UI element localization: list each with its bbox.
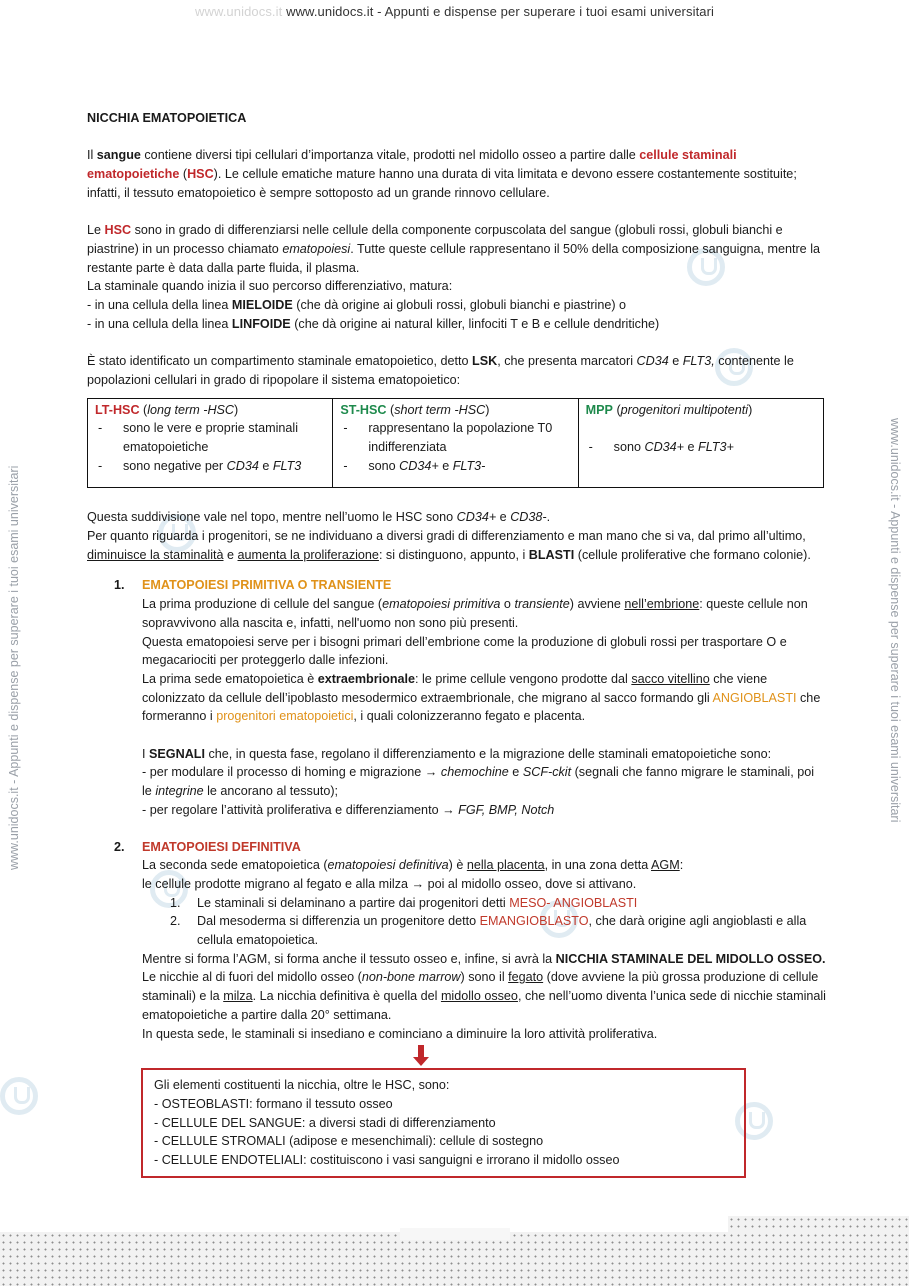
signals-item-proliferation: - per regolare l’attività proliferativa e differenziamento → FGF, BMP, Notch — [142, 802, 555, 817]
niche-elements-box — [141, 1068, 746, 1178]
lineage-mieloide: - in una cellula della linea MIELOIDE (che dà origine ai globuli rossi, globuli bianchi e piastrine) o — [87, 298, 627, 312]
lineage-linfoide: - in una cellula della linea LINFOIDE (che dà origine ai natural killer, linfociti T e B e cellule dendritiche) — [87, 316, 660, 331]
unidocs-logo-icon — [0, 1077, 38, 1115]
box-item: - OSTEOBLASTI: formano il tessuto osseo — [154, 1096, 393, 1111]
header-watermark-ghost: www.unidocs.it — [194, 4, 283, 19]
definitive-list-item: 2. Dal mesoderma si differenzia un progenitore detto EMANGIOBLASTO, che darà origine agli angioblasti e alla cellula ematopoietica. — [170, 914, 807, 948]
table-cell-lt-hsc: LT-HSC (long term -HSC) - sono le vere e proprie staminali ematopoietiche - sono negative per CD34 e FLT3 — [88, 398, 333, 488]
definitive-list-item: 1. Le staminali si delaminano a partire dai progenitori detti MESO- ANGIOBLASTI — [170, 895, 638, 910]
definitive-paragraph: In questa sede, le staminali si insediano e cominciano a diminuire la loro attività proliferativa. — [142, 1026, 658, 1041]
document-body — [87, 109, 827, 1178]
document-title: NICCHIA EMATOPOIETICA — [87, 111, 247, 125]
primitive-paragraph: La prima sede ematopoietica è extraembrionale: le prime cellule vengono prodotte dal sacco vitellino che viene colonizzato da cellule dell’ipoblasto mesodermico extraembrionale, che migrano al sacco formando gli ANGIOBLASTI che formeranno i progenitori ematopoietici, i quali colonizzeranno fegato e placenta. — [142, 671, 821, 724]
signals-paragraph: I SEGNALI che, in questa fase, regolano il differenziamento e la migrazione delle staminali ematopoietiche sono: — [142, 746, 772, 761]
definitive-paragraph: le cellule prodotte migrano al fegato e alla milza → poi al midollo osseo, dove si attivano. — [142, 876, 637, 891]
preview-mask — [0, 1232, 909, 1286]
left-side-watermark: www.unidocs.it - Appunti e dispense per superare i tuoi esami universitari — [7, 465, 21, 870]
definitive-paragraph: La seconda sede ematopoietica (ematopoiesi definitiva) è nella placenta, in una zona detta AGM: — [142, 858, 684, 873]
section-title: 2. EMATOPOIESI DEFINITIVA — [114, 839, 301, 854]
section-primitive — [114, 576, 827, 819]
table-cell-st-hsc: ST-HSC (short term -HSC) - rappresentano la popolazione T0 indifferenziata - sono CD34+ e FLT3- — [333, 398, 578, 488]
header-watermark — [0, 3, 909, 22]
arrow-down-icon — [418, 1045, 424, 1059]
paragraph-intro: Il sangue contiene diversi tipi cellulari d’importanza vitale, prodotti nel midollo osseo a partire dalle cellule staminali ematopoietiche (HSC). Le cellule ematiche mature hanno una durata di vita limitata e devono essere costantemente sostituite; infatti, il tessuto ematopoietico è sempre sottoposto ad un grande rinnovo cellulare. — [87, 148, 797, 200]
section-definitive — [114, 838, 827, 1044]
box-item: - CELLULE ENDOTELIALI: costituiscono i vasi sanguigni e irrorano il midollo osseo — [154, 1153, 620, 1168]
table-cell-mpp: MPP (progenitori multipotenti) - sono CD34+ e FLT3+ — [578, 398, 823, 488]
definitive-paragraph: Mentre si forma l’AGM, si forma anche il tessuto osseo e, infine, si avrà la NICCHIA STAMINALE DEL MIDOLLO OSSEO. Le nicchie al di fuori del midollo osseo (non-bone marrow) sono il fegato (dove avviene la più grossa produzione di cellule staminali) e la milza. La nicchia definitiva è quella del midollo osseo, che nell’uomo diventa l’unica sede di nicchie staminali ematopoietiche a partire dalla 20° settimana. — [142, 951, 826, 1022]
section-title: 1. EMATOPOIESI PRIMITIVA O TRANSIENTE — [114, 578, 392, 593]
arrow-right-icon: → — [424, 765, 438, 780]
paragraph-hsc: Le HSC sono in grado di differenziarsi nelle cellule della componente corpuscolata del sangue (globuli rossi, globuli bianchi e piastrine) in un processo chiamato ematopoiesi. Tutte queste cellule rappresentano il 50% della composizione sanguigna, mentre la restante parte è data dalla parte fluida, il plasma. — [87, 223, 820, 275]
hsc-table — [87, 398, 824, 489]
paragraph-progenitors: Per quanto riguarda i progenitori, se ne individuano a diversi gradi di differenziamento e man mano che si va, dal primo all’ultimo, diminuisce la staminalità e aumenta la proliferazione: si distinguono, appunto, i BLASTI (cellule proliferative che formano colonie). — [87, 529, 811, 562]
header-watermark-text: www.unidocs.it - Appunti e dispense per superare i tuoi esami universitari — [286, 4, 715, 19]
box-intro: Gli elementi costituenti la nicchia, oltre le HSC, sono: — [154, 1078, 450, 1093]
primitive-paragraph: La prima produzione di cellule del sangue (ematopoiesi primitiva o transiente) avviene nell’embrione: queste cellule non sopravvivono alla nascita e, infatti, nell'uomo non sono più presenti. — [142, 597, 808, 630]
paragraph-hsc-line: La staminale quando inizia il suo percorso differenziativo, matura: — [87, 279, 453, 294]
box-item: - CELLULE DEL SANGUE: a diversi stadi di differenziamento — [154, 1115, 496, 1130]
right-side-watermark: www.unidocs.it - Appunti e dispense per superare i tuoi esami universitari — [888, 418, 902, 823]
primitive-paragraph: Questa ematopoiesi serve per i bisogni primari dell’embrione come la produzione di globuli rossi per trasportare O e megacariociti per proteggerlo dalle infezioni. — [142, 634, 787, 668]
preview-mask-gap — [400, 1228, 510, 1240]
signals-item-homing: - per modulare il processo di homing e migrazione → chemochine e SCF-ckit (segnali che fanno migrare le staminali, poi le integrine le ancorano al tessuto); — [142, 765, 815, 799]
paragraph-lsk: È stato identificato un compartimento staminale ematopoietico, detto LSK, che presenta marcatori CD34 e FLT3, contenente le popolazioni cellulari in grado di ripopolare il sistema ematopoietico: — [87, 354, 794, 387]
box-item: - CELLULE STROMALI (adipose e mesenchimali): cellule di sostegno — [154, 1134, 544, 1149]
paragraph-human-hsc: Questa suddivisione vale nel topo, mentre nell’uomo le HSC sono CD34+ e CD38-. — [87, 510, 551, 525]
arrow-right-icon: → — [411, 876, 425, 891]
arrow-right-icon: → — [442, 802, 455, 817]
